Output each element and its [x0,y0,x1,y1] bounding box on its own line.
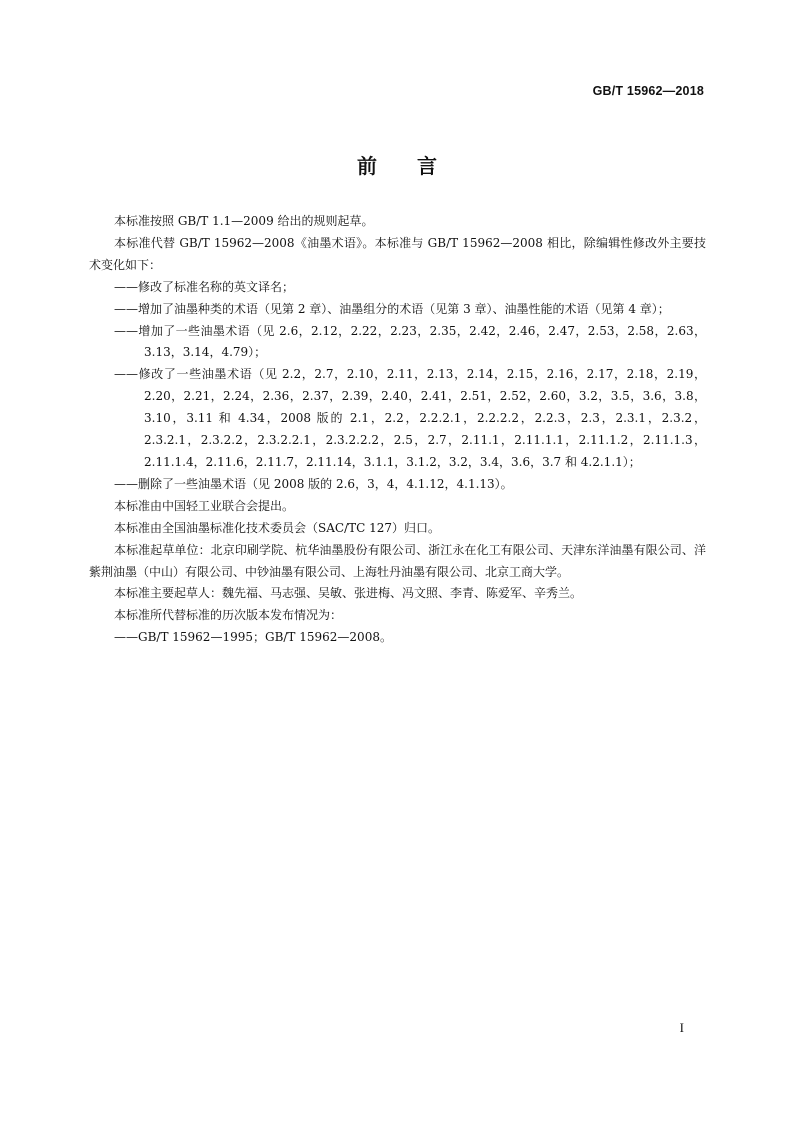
paragraph-drafting-units: 本标准起草单位：北京印刷学院、杭华油墨股份有限公司、浙江永在化工有限公司、天津东洋油墨有限公司、洋紫荆油墨（中山）有限公司、中钞油墨有限公司、上海牡丹油墨有限公司、北京工商大学。 [89,542,706,579]
change-item: ——修改了一些油墨术语（见 2.2，2.7，2.10，2.11，2.13，2.14，2.15，2.16，2.17，2.18，2.19，2.20，2.21，2.24，2.36，2.37，2.39，2.40，2.41，2.51，2.52，2.60，3.2，3.5，3.6，3.8，3.10，3.11 和 4.34，2008 版的 2.1，2.2，2.2.2.1，2.2.2.2，2.2.3，2.3，2.3.1，2.3.2，2.3.2.1，2.3.2.2，2.3.2.2.1，2.3.2.2.2，2.5，2.7，2.11.1，2.11.1.1，2.11.1.2，2.11.1.3，2.11.1.4，2.11.6，2.11.7，2.11.14，3.1.1，3.1.2，3.2，3.4，3.6，3.7 和 4.2.1.1）； [114,367,706,469]
paragraph-proposer: 本标准由中国轻工业联合会提出。 [114,498,295,513]
page-title: 前 言 [357,154,437,178]
paragraph-replacement: 本标准代替 GB/T 15962—2008《油墨术语》。本标准与 GB/T 15962—2008 相比，除编辑性修改外主要技术变化如下： [89,235,706,272]
change-item: ——修改了标准名称的英文译名； [114,279,295,294]
history-item: ——GB/T 15962—1995；GB/T 15962—2008。 [114,630,392,645]
change-item: ——增加了一些油墨术语（见 2.6，2.12，2.22，2.23，2.35，2.42，2.46，2.47，2.53，2.58，2.63，3.13，3.14，4.79）； [114,323,706,360]
change-item: ——增加了油墨种类的术语（见第 2 章）、油墨组分的术语（见第 3 章）、油墨性能的术语（见第 4 章）； [114,301,670,316]
page-number: I [679,1020,684,1035]
paragraph-drafting-rules: 本标准按照 GB/T 1.1—2009 给出的规则起草。 [114,214,374,228]
paragraph-history-intro: 本标准所代替标准的历次版本发布情况为： [114,608,343,623]
standard-code: GB/T 15962—2018 [592,84,704,98]
paragraph-committee: 本标准由全国油墨标准化技术委员会（SAC/TC 127）归口。 [114,520,441,535]
paragraph-drafters: 本标准主要起草人：魏先福、马志强、吴敏、张进梅、冯文照、李青、陈爱军、辛秀兰。 [114,586,583,601]
change-item: ——删除了一些油墨术语（见 2008 版的 2.6，3，4，4.1.12，4.1.13）。 [114,476,513,491]
preface-body [89,211,706,649]
